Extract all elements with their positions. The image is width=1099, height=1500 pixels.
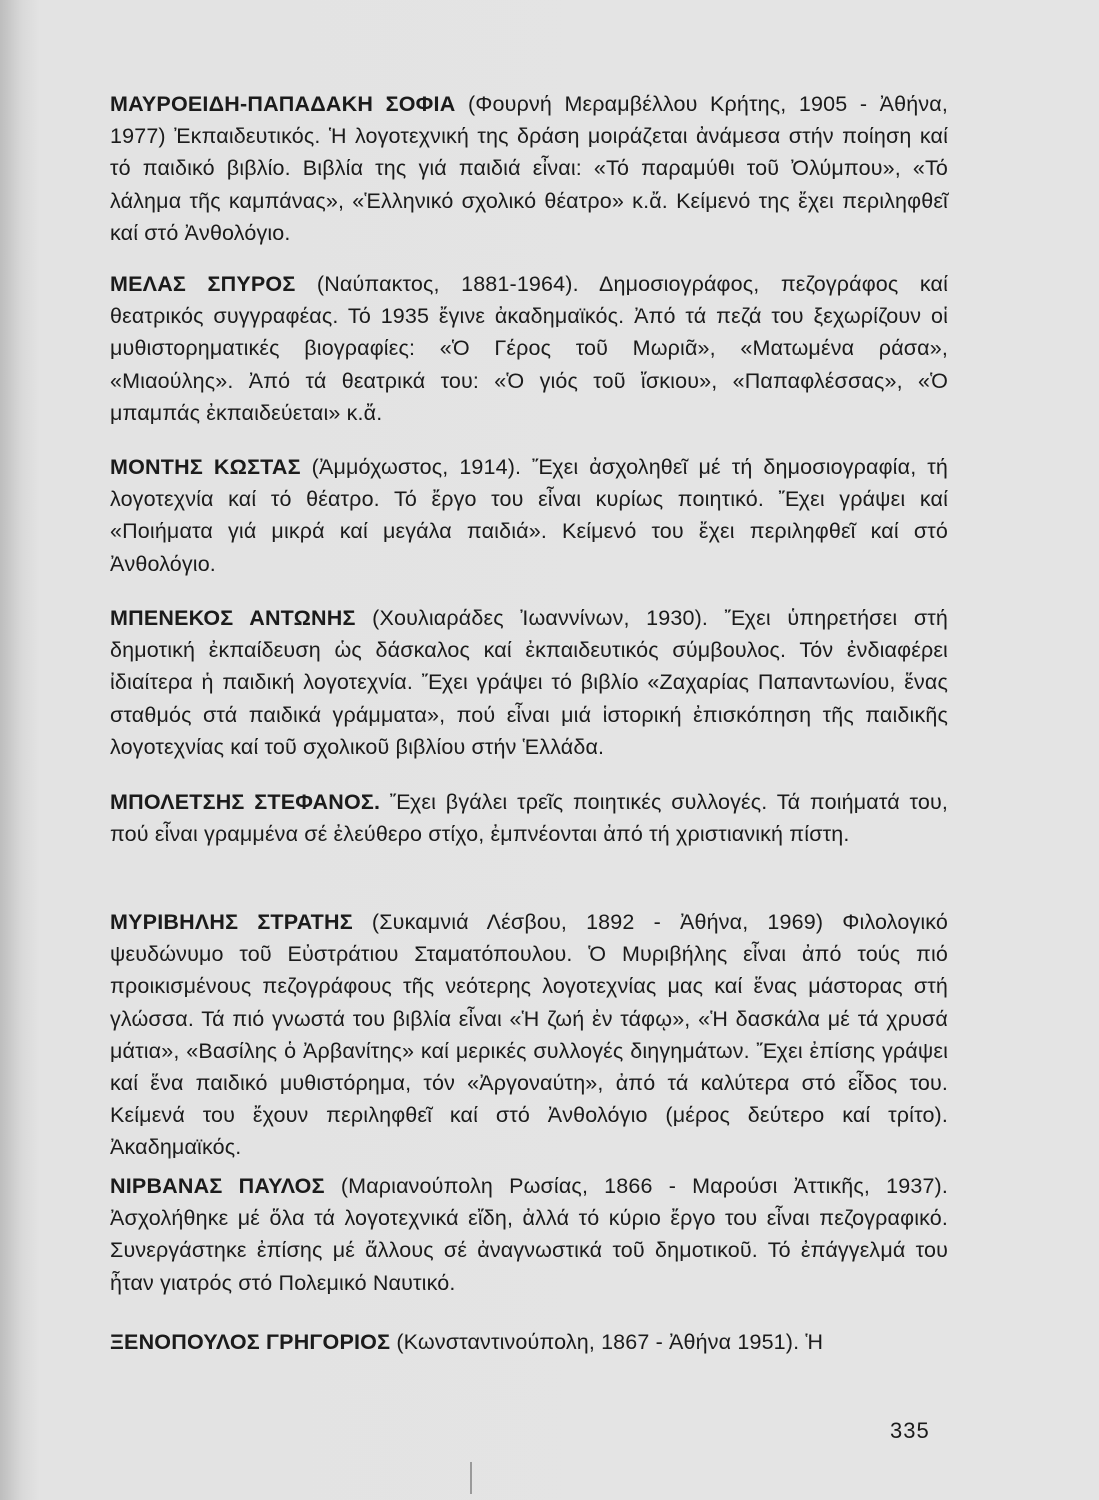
entry-text: (Χουλιαράδες Ἰωαννίνων, 1930). Ἔχει ὑπηρετήσει στή δημοτική ἐκπαίδευση ὡς δάσκαλος καί ἐκπαιδευτικός σύμβουλος. Τόν ἐνδιαφέρει ἰδιαίτερα ἡ παιδική λογοτεχνία. Ἔχει γράψει τό βιβλίο «Ζαχαρίας Παπαντωνίου, ἕνας σταθμός στά παιδικά γράμματα», πού εἶναι μιά ἱστορική ἐπισκόπηση τῆς παιδικῆς λογοτεχνίας καί τοῦ σχολικοῦ βιβλίου στήν Ἑλλάδα.: [110, 606, 948, 759]
entry-mavroeidi-papadaki: [110, 88, 948, 249]
entry-text: Ἔχει βγάλει τρεῖς ποιητικές συλλογές. Τά ποιήματά του, πού εἶναι γραμμένα σέ ἐλεύθερο στίχο, ἐμπνέονται ἀπό τή χριστιανική πίστη.: [110, 790, 948, 847]
entry-name: ΜΟΝΤΗΣ ΚΩΣΤΑΣ: [110, 455, 301, 479]
entry-myrivilis: [110, 906, 948, 1164]
entry-name: ΜΑΥΡΟΕΙΔΗ-ΠΑΠΑΔΑΚΗ ΣΟΦΙΑ: [110, 92, 456, 116]
entry-text: (Ἀμμόχωστος, 1914). Ἔχει ἀσχοληθεῖ μέ τή δημοσιογραφία, τή λογοτεχνία καί τό θέατρο. Τό ἔργο του εἶναι κυρίως ποιητικό. Ἔχει γράψει καί «Ποιήματα γιά μικρά καί μεγάλα παιδιά». Κείμενό του ἔχει περιληφθεῖ καί στό Ἀνθολόγιο.: [110, 455, 948, 576]
entry-melas: [110, 268, 948, 429]
entry-name: ΜΠΕΝΕΚΟΣ ΑΝΤΩΝΗΣ: [110, 606, 356, 630]
entry-name: ΜΠΟΛΕΤΣΗΣ ΣΤΕΦΑΝΟΣ.: [110, 790, 381, 814]
entry-xenopoulos: [110, 1326, 823, 1358]
entry-name: ΝΙΡΒΑΝΑΣ ΠΑΥΛΟΣ: [110, 1174, 325, 1198]
entry-nirvanas: [110, 1170, 948, 1299]
page-number: 335: [890, 1418, 930, 1443]
entry-text: (Μαριανούπολη Ρωσίας, 1866 - Μαρούσι Ἀττικῆς, 1937). Ἀσχολήθηκε μέ ὅλα τά λογοτεχνικά εἴδη, ἀλλά τό κύριο ἔργο του εἶναι πεζογραφικό. Συνεργάστηκε ἐπίσης μέ ἄλλους σέ ἀναγνωστικά τοῦ δημοτικοῦ. Τό ἐπάγγελμά του ἦταν γιατρός στό Πολεμικό Ναυτικό.: [110, 1174, 948, 1295]
entry-name: ΜΥΡΙΒΗΛΗΣ ΣΤΡΑΤΗΣ: [110, 910, 353, 934]
entry-benekos: [110, 602, 948, 763]
entry-text: (Ναύπακτος, 1881-1964). Δημοσιογράφος, πεζογράφος καί θεατρικός συγγραφέας. Τό 1935 ἔγινε ἀκαδημαϊκός. Ἀπό τά πεζά του ξεχωρίζουν οἱ μυθιστορηματικές βιογραφίες: «Ὁ Γέρος τοῦ Μωριᾶ», «Ματωμένα ράσα», «Μιαούλης». Ἀπό τά θεατρικά του: «Ὁ γιός τοῦ ἴσκιου», «Παπαφλέσσας», «Ὁ μπαμπάς ἐκπαιδεύεται» κ.ἄ.: [110, 272, 948, 425]
entry-name: ΞΕΝΟΠΟΥΛΟΣ ΓΡΗΓΟΡΙΟΣ: [110, 1330, 391, 1354]
entry-boletsis: [110, 786, 948, 850]
entry-text: (Συκαμνιά Λέσβου, 1892 - Ἀθήνα, 1969) Φιλολογικό ψευδώνυμο τοῦ Εὐστράτιου Σταματόπουλου. Ὁ Μυριβήλης εἶναι ἀπό τούς πιό προικισμένους πεζογράφους τῆς νεότερης λογοτεχνίας μας καί ἕνας μάστορας στή γλώσσα. Τά πιό γνωστά του βιβλία εἶναι «Ἡ ζωή ἐν τάφῳ», «Ἡ δασκάλα μέ τά χρυσά μάτια», «Βασίλης ὁ Ἀρβανίτης» καί μερικές συλλογές διηγημάτων. Ἔχει ἐπίσης γράψει καί ἕνα παιδικό μυθιστόρημα, τόν «Ἀργοναύτη», ἀπό τά καλύτερα στό εἶδος του. Κείμενά του ἔχουν περιληφθεῖ καί στό Ἀνθολόγιο (μέρος δεύτερο καί τρίτο). Ἀκαδημαϊκός.: [110, 910, 949, 1160]
entry-text: (Φουρνή Μεραμβέλλου Κρήτης, 1905 - Ἀθήνα, 1977) Ἐκπαιδευτικός. Ἡ λογοτεχνική της δράση μοιράζεται ἀνάμεσα στήν ποίηση καί τό παιδικό βιβλίο. Βιβλία της γιά παιδιά εἶναι: «Τό παραμύθι τοῦ Ὀλύμπου», «Τό λάλημα τῆς καμπάνας», «Ἑλληνικό σχολικό θέατρο» κ.ἄ. Κείμενό της ἔχει περιληφθεῖ καί στό Ἀνθολόγιο.: [110, 92, 948, 245]
binding-mark: [470, 1462, 472, 1494]
entry-text: (Κωνσταντινούπολη, 1867 - Ἀθήνα 1951). Ἡ: [390, 1330, 824, 1354]
entry-montis: [110, 451, 948, 580]
entry-name: ΜΕΛΑΣ ΣΠΥΡΟΣ: [110, 272, 296, 296]
